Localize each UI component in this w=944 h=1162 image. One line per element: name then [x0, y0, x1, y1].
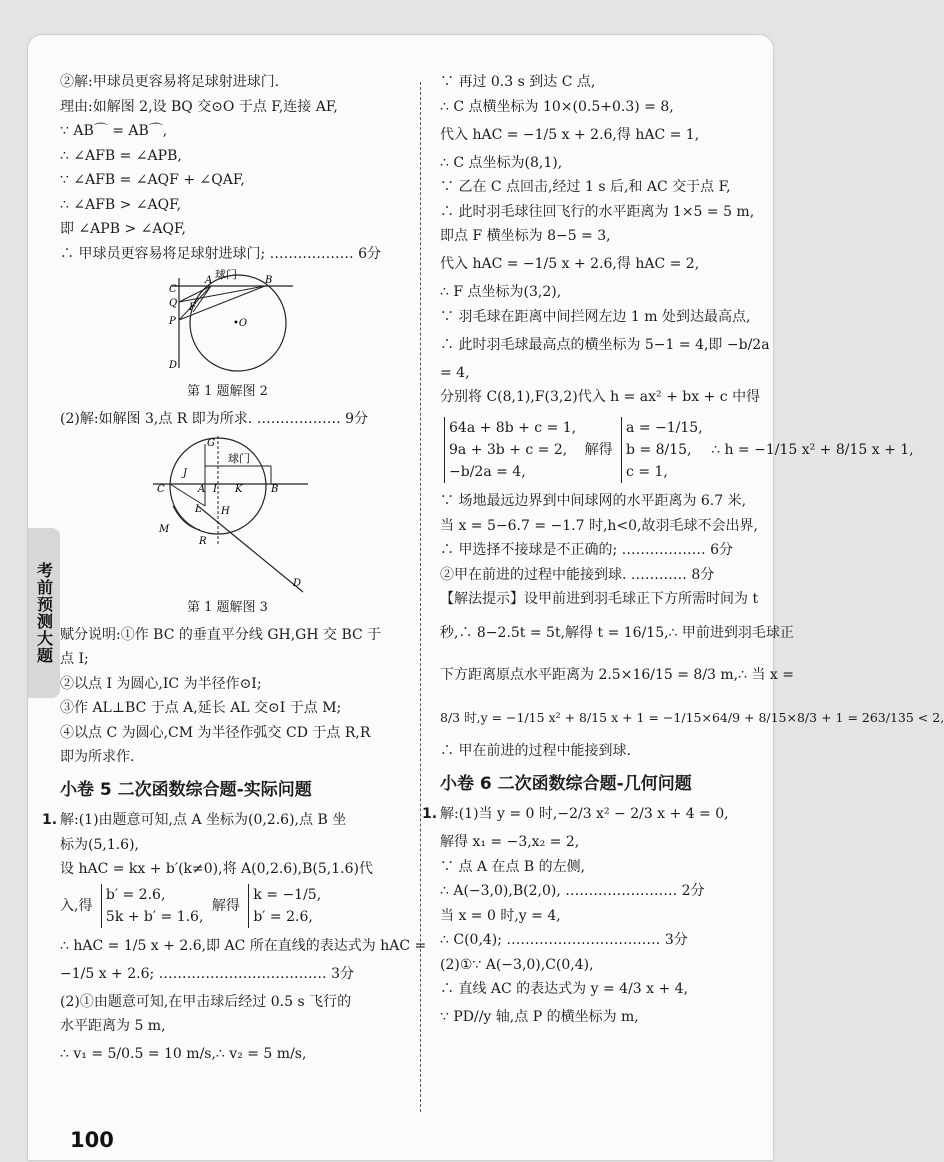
equation: c = 1, [626, 464, 668, 480]
fig2-label: A [204, 275, 212, 286]
fig3-label: A [197, 483, 205, 495]
equation-system-line [60, 884, 395, 928]
fig3-label: C [156, 483, 165, 495]
text-line: ∴ 此时羽毛球最高点的横坐标为 5−1 = 4,即 −b/2a [440, 336, 770, 353]
equation-system-line [440, 417, 914, 483]
text-line: ∵ AB⌒ = AB⌒, [60, 123, 168, 139]
page-number: 100 [70, 1128, 114, 1152]
fig2-label: B [264, 275, 272, 286]
text-line: ∵ PD//y 轴,点 P 的横坐标为 m, [440, 1009, 639, 1025]
text-fragment: 解得 [584, 442, 613, 458]
text-line: ∵ 乙在 C 点回击,经过 1 s 后,和 AC 交于点 F, [440, 179, 731, 195]
text-fragment: ∴ h = −1/15 x² + 8/15 x + 1, [711, 442, 914, 458]
equation: b′ = 2.6, [105, 886, 166, 903]
equation: 9a + 3b + c = 2, [449, 442, 568, 458]
equation-system [444, 417, 576, 483]
equation: k = −1/5, [253, 886, 322, 903]
text-line: 下方距离原点水平距离为 2.5×16/15 = 8/3 m,∴ 当 x = [440, 667, 795, 683]
text-line: ∴ 甲选择不接球是不正确的; ……………… 6分 [440, 542, 733, 558]
text-line: ②解:甲球员更容易将足球射进球门. [60, 74, 280, 90]
equation: b′ = 2.6, [253, 908, 313, 925]
text-line: (2)①由题意可知,在甲击球后经过 0.5 s 飞行的 [60, 993, 352, 1010]
text-line: 【解法提示】设甲前进到羽毛球正下方所需时间为 t [440, 591, 759, 607]
section-heading-6: 小卷 6 二次函数综合题-几何问题 [440, 774, 692, 794]
figure-2-caption: 第 1 题解图 2 [187, 384, 268, 399]
text-line: 当 x = 5−6.7 = −1.7 时,h<0,故羽毛球不会出界, [440, 517, 758, 534]
text-fragment: 入,得 [60, 897, 93, 914]
text-line: ∴ F 点坐标为(3,2), [440, 284, 562, 300]
text-line-content: 解:(1)由题意可知,点 A 坐标为(0,2.6),点 B 坐 [60, 812, 347, 828]
text-line: ∴ C(0,4); …………………………… 3分 [440, 932, 688, 948]
text-line: 理由:如解图 2,设 BQ 交⊙O 于点 F,连接 AF, [60, 98, 338, 115]
fig3-label: G [206, 437, 215, 449]
equation-system [248, 884, 321, 928]
right-column [422, 72, 944, 1032]
text-line: ∴ v₁ = 5/0.5 = 10 m/s,∴ v₂ = 5 m/s, [60, 1046, 307, 1062]
text-fragment: 解得 [211, 897, 240, 914]
text-line: 解得 x₁ = −3,x₂ = 2, [440, 834, 580, 850]
text-line: 设 hAC = kx + b′(k≠0),将 A(0,2.6),B(5,1.6)代 [60, 861, 373, 877]
figure-3-diagram [143, 434, 313, 594]
text-line: ∵ 点 A 在点 B 的左侧, [440, 858, 586, 875]
text-line: ∵ ∠AFB = ∠AQF + ∠QAF, [60, 172, 245, 188]
fig2-label: Q [168, 298, 177, 309]
question-number: 1. [42, 812, 58, 828]
text-line: (2)①∵ A(−3,0),C(0,4), [440, 956, 594, 973]
text-line: ∴ 此时羽毛球往回飞行的水平距离为 1×5 = 5 m, [440, 203, 755, 220]
section-heading-5: 小卷 5 二次函数综合题-实际问题 [60, 780, 312, 800]
column-divider [420, 82, 421, 1112]
equation: a = −1/15, [626, 420, 703, 436]
fig3-label: K [234, 483, 242, 495]
equation-system [621, 417, 703, 483]
equation-system [101, 884, 204, 928]
text-line: 点 I; [60, 651, 89, 667]
equation: 64a + 8b + c = 1, [449, 420, 577, 436]
text-line: 代入 hAC = −1/5 x + 2.6,得 hAC = 2, [440, 256, 700, 272]
fig3-label: H [220, 505, 230, 517]
text-line: ∴ A(−3,0),B(2,0), …………………… 2分 [440, 883, 705, 899]
text-line: ∵ 羽毛球在距离中间拦网左边 1 m 处到达最高点, [440, 308, 751, 325]
text-line [422, 804, 770, 824]
fig2-label: P [168, 316, 176, 327]
text-line: ∴ 甲球员更容易将足球射进球门; ……………… 6分 [60, 245, 381, 262]
equation: 5k + b′ = 1.6, [105, 908, 204, 925]
figure-2-diagram [153, 268, 303, 378]
text-line: 即点 F 横坐标为 8−5 = 3, [440, 228, 611, 244]
text-line: ②甲在前进的过程中能接到球. ………… 8分 [440, 566, 715, 583]
text-line: ∵ 场地最远边界到中间球网的水平距离为 6.7 米, [440, 493, 747, 509]
equation: b = 8/15, [626, 442, 692, 458]
fig2-label: D [168, 360, 177, 371]
text-line: 8/3 时,y = −1/15 x² + 8/15 x + 1 = −1/15×64/9 + 8/15×8/3 + 1 = 263/135 < 2, [440, 709, 944, 725]
text-line: ②以点 I 为圆心,IC 为半径作⊙I; [60, 675, 262, 692]
text-line: ∴ ∠AFB > ∠AQF, [60, 196, 182, 213]
text-line: = 4, [440, 364, 470, 381]
fig3-label: J [182, 467, 187, 479]
text-line-content: 解:(1)当 y = 0 时,−2/3 x² − 2/3 x + 4 = 0, [440, 806, 729, 822]
text-line: 水平距离为 5 m, [60, 1018, 166, 1034]
text-line: (2)解:如解图 3,点 R 即为所求. ……………… 9分 [60, 411, 369, 427]
fig2-label: 球门 [214, 268, 237, 281]
text-line: ③作 AL⊥BC 于点 A,延长 AL 交⊙I 于点 M; [60, 700, 342, 716]
fig2-label: •O [232, 318, 247, 329]
fig3-label: L [194, 503, 202, 515]
text-line: ∴ C 点坐标为(8,1), [440, 154, 563, 171]
text-line: 即 ∠APB > ∠AQF, [60, 221, 186, 237]
text-line: 秒,∴ 8−2.5t = 5t,解得 t = 16/15,∴ 甲前进到羽毛球正 [440, 624, 794, 641]
text-line: 标为(5,1.6), [60, 836, 139, 853]
side-tab [28, 528, 60, 698]
text-line: ∴ 直线 AC 的表达式为 y = 4/3 x + 4, [440, 981, 689, 997]
fig3-label: D [292, 577, 301, 589]
fig3-label: I [212, 483, 217, 495]
text-line: ∴ 甲在前进的过程中能接到球. [440, 743, 631, 759]
fig3-label: B [270, 483, 278, 495]
text-line: ∵ 再过 0.3 s 到达 C 点, [440, 74, 596, 90]
fig2-label: C [168, 284, 177, 295]
text-line: ④以点 C 为圆心,CM 为半径作弧交 CD 于点 R,R [60, 724, 371, 741]
text-line [42, 810, 395, 830]
equation: −b/2a = 4, [449, 464, 526, 480]
text-line: 代入 hAC = −1/5 x + 2.6,得 hAC = 1, [440, 126, 700, 143]
fig3-label: 球门 [227, 451, 250, 465]
text-line: 分别将 C(8,1),F(3,2)代入 h = ax² + bx + c 中得 [440, 389, 761, 405]
text-line: ∴ C 点横坐标为 10×(0.5+0.3) = 8, [440, 98, 674, 115]
text-line: 当 x = 0 时,y = 4, [440, 907, 561, 924]
side-tab-label: 考前预测大题 [34, 562, 54, 664]
fig2-label: F [188, 302, 196, 313]
fig3-label: R [198, 535, 207, 547]
text-line: ∴ hAC = 1/5 x + 2.6,即 AC 所在直线的表达式为 hAC = [60, 937, 427, 954]
text-line: −1/5 x + 2.6; ……………………………… 3分 [60, 965, 355, 982]
text-line: ∴ ∠AFB = ∠APB, [60, 147, 182, 164]
text-line: 即为所求作. [60, 749, 135, 765]
text-line: 赋分说明:①作 BC 的垂直平分线 GH,GH 交 BC 于 [60, 626, 382, 643]
fig3-label: M [158, 523, 169, 535]
figure-3-caption: 第 1 题解图 3 [187, 599, 268, 615]
question-number: 1. [422, 806, 438, 822]
